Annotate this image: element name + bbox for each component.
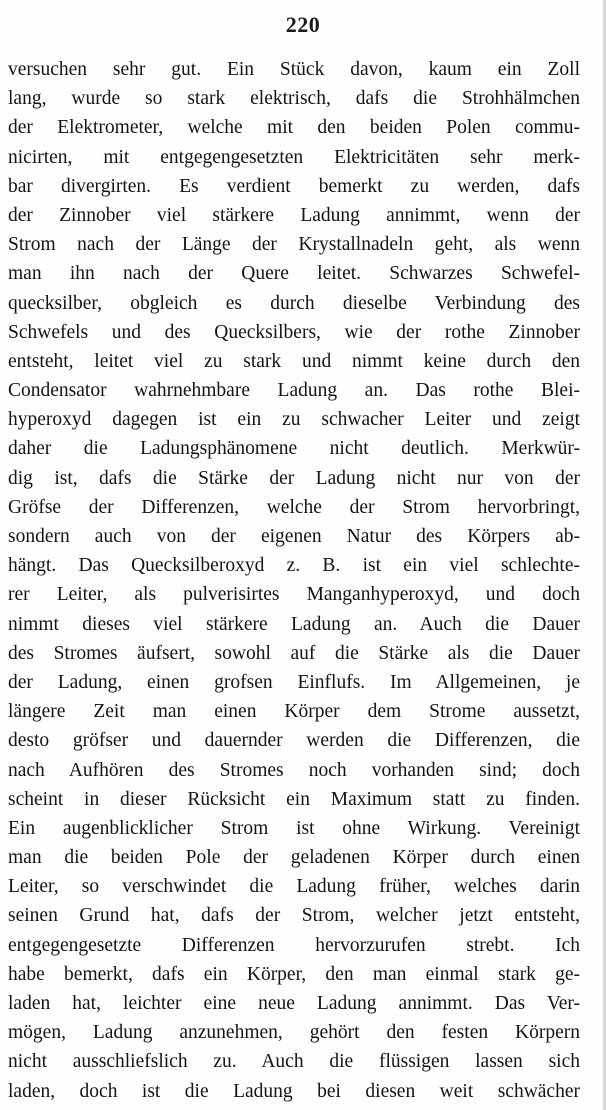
text-line: man ihn nach der Quere leitet. Schwarzes Schwefel-: [8, 263, 580, 285]
text-line: der Elektrometer, welche mit den beiden Polen commu-: [8, 117, 580, 139]
text-line: nicirten, mit entgegengesetzten Elektricitäten sehr merk-: [8, 146, 580, 168]
text-line: scheint in dieser Rücksicht ein Maximum statt zu finden.: [8, 788, 580, 810]
text-line: lang, wurde so stark elektrisch, dafs die Strohhälmchen: [8, 88, 580, 110]
text-line: Leiter, so verschwindet die Ladung früher, welches darin: [8, 876, 580, 898]
text-line: längere Zeit man einen Körper dem Strome aussetzt,: [8, 701, 580, 723]
text-line: bar divergirten. Es verdient bemerkt zu werden, dafs: [8, 175, 580, 197]
text-line: versuchen sehr gut. Ein Stück davon, kaum ein Zoll: [8, 59, 580, 80]
text-line: desto gröfser und dauernder werden die Differenzen, die: [8, 730, 580, 752]
text-line: daher die Ladungsphänomene nicht deutlich. Merkwür-: [8, 438, 580, 460]
text-line: hyperoxyd dagegen ist ein zu schwacher Leiter und zeigt: [8, 409, 580, 431]
text-line: quecksilber, obgleich es durch dieselbe Verbindung des: [8, 292, 580, 314]
page-number: 220: [285, 12, 321, 37]
text-line: rer Leiter, als pulverisirtes Manganhyperoxyd, und doch: [8, 584, 580, 606]
text-line: Gröfse der Differenzen, welche der Strom hervorbringt,: [8, 496, 580, 518]
text-line: mögen, Ladung anzunehmen, gehört den festen Körpern: [8, 1022, 580, 1044]
text-line: nicht ausschliefslich zu. Auch die flüssigen lassen sich: [8, 1051, 580, 1073]
body-text: [8, 55, 580, 1106]
text-line: laden hat, leichter eine neue Ladung annimmt. Das Ver-: [8, 993, 580, 1014]
text-line: man die beiden Pole der geladenen Körper durch einen: [8, 847, 580, 869]
text-line: entsteht, leitet viel zu stark und nimmt keine durch den: [8, 350, 580, 372]
text-line: seinen Grund hat, dafs der Strom, welcher jetzt entsteht,: [8, 905, 580, 927]
text-line: Condensator wahrnehmbare Ladung an. Das rothe Blei-: [8, 380, 580, 402]
text-line: nach Aufhören des Stromes noch vorhanden sind; doch: [8, 759, 580, 781]
text-line: des Stromes äufsert, sowohl auf die Stärke als die Dauer: [8, 642, 580, 664]
text-line: nimmt dieses viel stärkere Ladung an. Auch die Dauer: [8, 613, 580, 635]
text-line: laden, doch ist die Ladung bei diesen weit schwächer: [8, 1080, 580, 1102]
text-line: hängt. Das Quecksilberoxyd z. B. ist ein viel schlechte-: [8, 555, 580, 577]
text-line: Schwefels und des Quecksilbers, wie der rothe Zinnober: [8, 321, 580, 343]
text-line: Strom nach der Länge der Krystallnadeln geht, als wenn: [8, 234, 580, 256]
text-line: der Ladung, einen grofsen Einflufs. Im Allgemeinen, je: [8, 671, 580, 693]
text-line: habe bemerkt, dafs ein Körper, den man einmal stark ge-: [8, 963, 580, 985]
text-line: dig ist, dafs die Stärke der Ladung nicht nur von der: [8, 467, 580, 489]
text-line: der Zinnober viel stärkere Ladung annimmt, wenn der: [8, 204, 580, 226]
text-line: Ein augenblicklicher Strom ist ohne Wirkung. Vereinigt: [8, 817, 580, 839]
text-line: sondern auch von der eigenen Natur des Körpers ab-: [8, 526, 580, 547]
text-line: entgegengesetzte Differenzen hervorzurufen strebt. Ich: [8, 934, 580, 956]
